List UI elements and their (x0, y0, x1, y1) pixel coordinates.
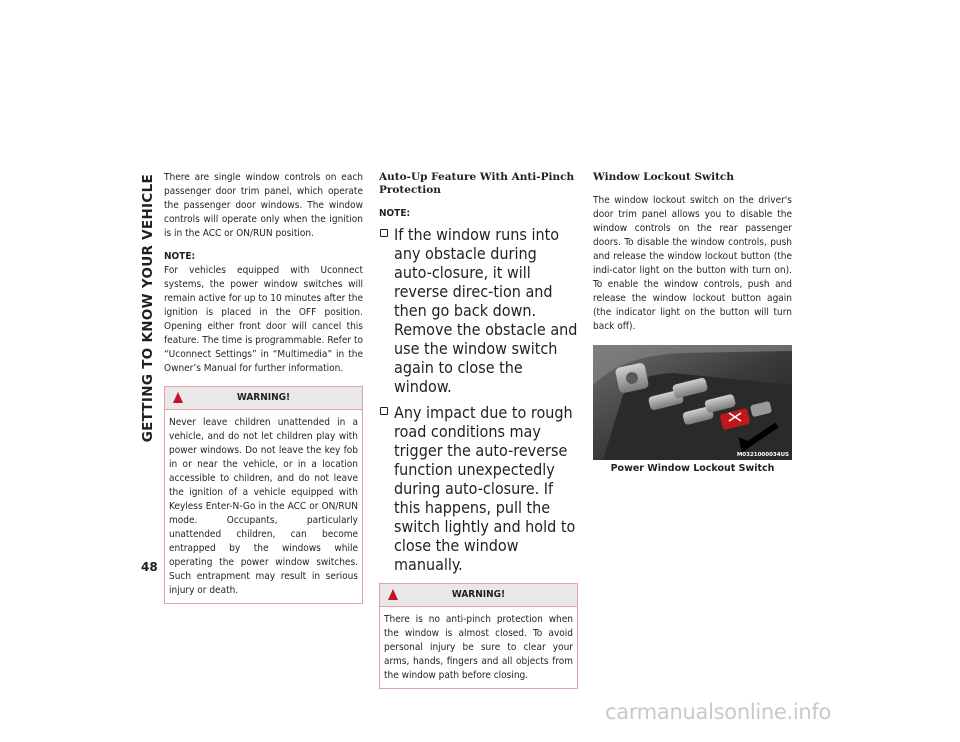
note-label: NOTE: (379, 208, 411, 219)
warning-box (379, 583, 578, 689)
list-item (379, 225, 578, 396)
section-heading-auto-up: Auto-Up Feature With Anti-Pinch Protection (379, 171, 575, 196)
warning-text: There is no anti-pinch protection when the window is almost closed. To avoid personal injury be sure to clear your arms, hands, fingers and all objects from the window path before closing. (384, 614, 573, 681)
warning-box (164, 386, 363, 604)
bullet-list (379, 225, 578, 574)
image-code: M0321000034US (736, 452, 789, 458)
warning-text: Never leave children unattended in a vehicle, and do not let children play with power windows. Do not leave the key fob in or near the vehicle, or in a location accessible to children, and do not leave the ignition of a vehicle equipped with Keyless Enter-N-Go in the ACC or ON/RUN mode. Occupants, particularly unattended children, can become entrapped by the windows while operating the power window switches. Such entrapment may result in serious injury or death. (169, 417, 358, 596)
lockout-switch-photo (593, 345, 792, 460)
note-label: NOTE: (164, 251, 196, 262)
section-tab-label: GETTING TO KNOW YOUR VEHICLE (140, 174, 156, 443)
page-number: 48 (141, 560, 158, 574)
note-text: For vehicles equipped with Uconnect systems, the power window switches will remain active for up to 10 minutes after the ignition is placed in the OFF position. Opening either front door will cancel this feature. The time is programmable. Refer to “Uconnect Settings” in “Multimedia” in the Owner’s Manual for further information. (164, 265, 363, 374)
intro-paragraph: There are single window controls on each passenger door trim panel, which operate the passenger door windows. The window controls will operate only when the ignition is in the ACC or ON/RUN position. (164, 172, 363, 239)
column-1 (164, 171, 363, 604)
warning-title: WARNING! (451, 589, 506, 600)
door-panel-illustration (593, 345, 792, 460)
column-2 (379, 171, 578, 689)
watermark: carmanualsonline.info (605, 700, 832, 724)
section-heading-lockout: Window Lockout Switch (593, 171, 734, 183)
lockout-paragraph: The window lockout switch on the driver's door trim panel allows you to disable the window controls on the rear passenger doors. To disable the window controls, push and release the window lockout button (the indi-cator light on the button with turn on). To enable the window controls, push and release the window lockout button again (the indicator light on the button will turn back off). (593, 195, 792, 332)
list-item (379, 403, 578, 574)
warning-title: WARNING! (236, 392, 291, 403)
list-item-text: Any impact due to rough road conditions may trigger the auto-reverse function unexpectedly during auto-closure. If this happens, pull the switch lightly and hold to close the window manually. (394, 403, 576, 574)
column-3 (593, 171, 792, 474)
warning-header (380, 584, 577, 607)
list-item-text: If the window runs into any obstacle during auto-closure, it will reverse direc-tion and then go back down. Remove the obstacle and use the window switch again to close the window. (394, 225, 578, 396)
warning-header (165, 387, 362, 410)
section-side-tab (138, 174, 158, 546)
figure-caption: Power Window Lockout Switch (610, 463, 775, 474)
